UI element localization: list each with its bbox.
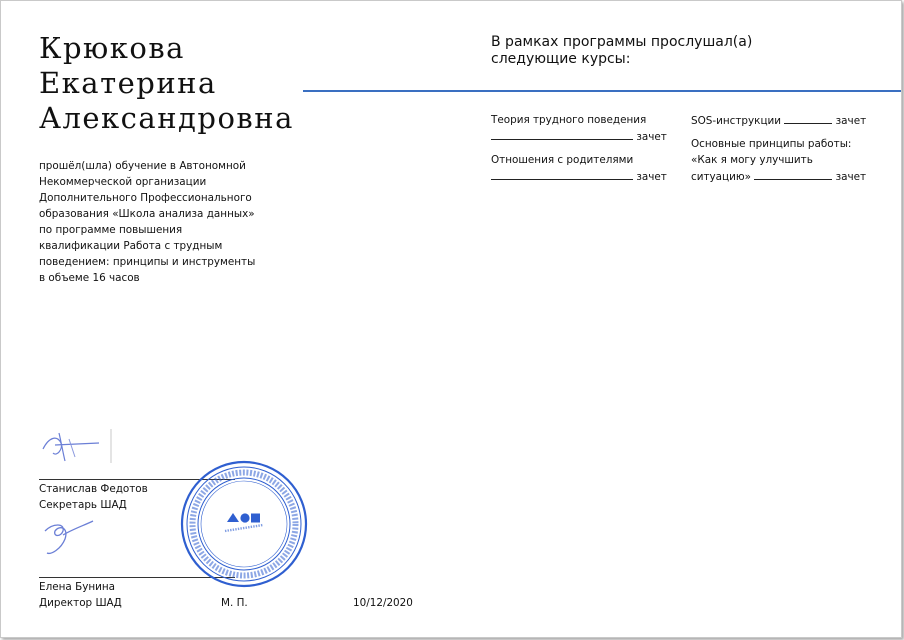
- signer-1: [39, 481, 148, 513]
- course-title: Отношения с родителями: [491, 154, 634, 166]
- patronymic: Александровна: [39, 101, 294, 135]
- signer-role: Секретарь ШАД: [39, 499, 127, 511]
- recipient-name: [39, 31, 294, 136]
- course-blank: [491, 128, 633, 140]
- course-title: SOS-инструкции: [691, 115, 782, 127]
- course-item: [691, 136, 866, 185]
- last-name: Крюкова: [39, 31, 185, 65]
- course-item: [491, 112, 667, 145]
- course-item: [491, 152, 667, 185]
- course-title: Теория трудного поведения: [491, 114, 647, 126]
- heading-divider: [303, 90, 901, 92]
- training-description: прошёл(шла) обучение в Автономной Некоммерческой организации Дополнительного Профессионального образования «Школа анализа данных» по программе повышения квалификации Работа с трудным поведением: принципы и инструменты в объеме 16 часов: [39, 160, 256, 284]
- course-result: зачет: [835, 171, 867, 183]
- course-blank: [491, 168, 633, 180]
- signature-1: [39, 427, 119, 467]
- signer-2: [39, 579, 122, 611]
- course-title-line2: «Как я могу улучшить: [691, 154, 813, 166]
- signer-name: Станислав Федотов: [39, 483, 148, 495]
- course-item: [691, 112, 866, 129]
- course-blank: [754, 168, 832, 180]
- issue-date: 10/12/2020: [353, 597, 413, 609]
- organization-stamp: [179, 459, 309, 589]
- course-result: зачет: [835, 115, 867, 127]
- signer-role: Директор ШАД: [39, 597, 122, 609]
- course-result: зачет: [636, 131, 667, 143]
- course-title-line3: ситуацию»: [691, 171, 751, 183]
- first-name: Екатерина: [39, 66, 217, 100]
- course-result: зачет: [636, 171, 667, 183]
- signature-2: [39, 517, 109, 559]
- signer-name: Елена Бунина: [39, 581, 116, 593]
- course-blank: [784, 112, 832, 124]
- stamp-place-label: М. П.: [221, 597, 248, 609]
- courses-heading: В рамках программы прослушал(а) следующие курсы:: [491, 34, 753, 67]
- course-title-line1: Основные принципы работы:: [691, 138, 852, 150]
